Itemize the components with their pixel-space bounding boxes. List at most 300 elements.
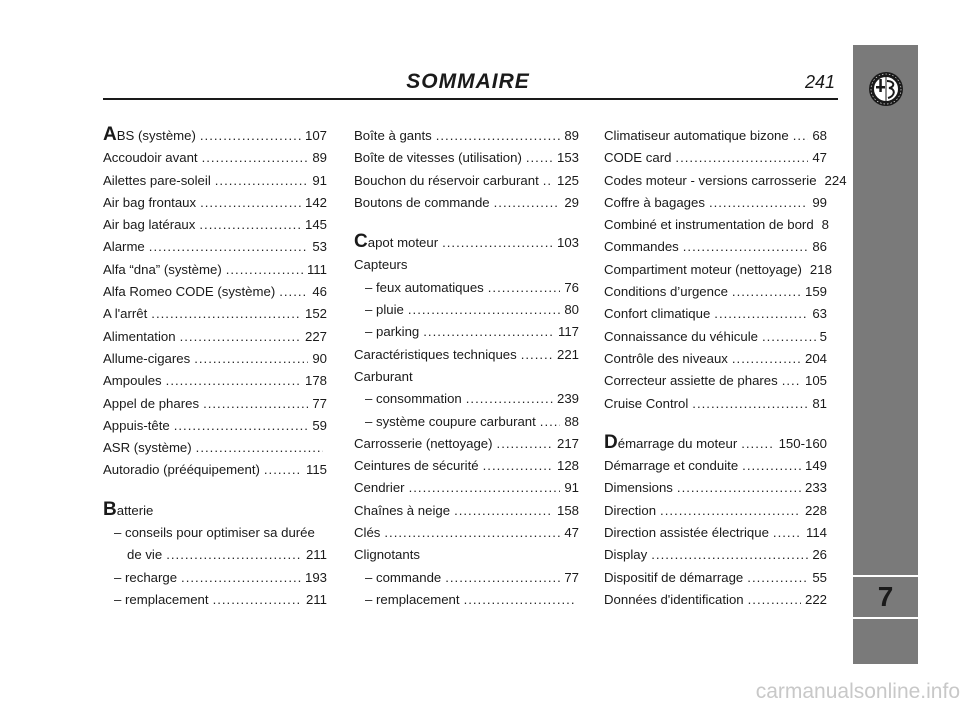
index-entry[interactable] — [604, 281, 827, 303]
index-entry-page: 86 — [812, 239, 827, 255]
page-title: SOMMAIRE — [406, 70, 530, 93]
index-entry-label — [103, 437, 192, 459]
index-entry[interactable] — [354, 477, 579, 499]
index-entry-page: 5 — [819, 328, 827, 344]
alfa-romeo-logo-icon — [868, 71, 904, 107]
index-entry[interactable] — [354, 522, 579, 544]
index-entry[interactable] — [103, 214, 327, 236]
index-entry-label — [604, 544, 647, 566]
section-initial: B — [103, 498, 117, 520]
dot-leader — [409, 477, 561, 499]
dot-leader — [660, 500, 801, 522]
index-entry-page: 81 — [812, 395, 827, 411]
index-entry[interactable] — [354, 433, 579, 455]
index-entry-label — [354, 544, 420, 566]
index-entry[interactable] — [103, 459, 327, 481]
index-entry-text: Ailettes pare-soleil — [103, 172, 211, 188]
index-entry-label — [354, 170, 539, 192]
index-entry-page: 145 — [304, 217, 327, 233]
index-entry-text: Boîte à gants — [354, 128, 432, 143]
index-entry-text: Codes moteur - versions carrosserie — [604, 172, 817, 188]
chapter-sidebar — [853, 45, 918, 664]
dot-leader — [793, 125, 809, 147]
index-entry-text: Cruise Control — [604, 395, 689, 411]
index-entry-label — [103, 303, 147, 325]
index-entry-page: 114 — [805, 525, 827, 541]
sidebar-divider — [853, 617, 918, 619]
index-entry-text: – commande — [365, 569, 442, 585]
index-entry-page: 158 — [556, 502, 579, 518]
index-entry-label — [604, 170, 817, 192]
dot-leader — [174, 415, 309, 437]
dot-leader — [709, 192, 808, 214]
index-entry-page: 47 — [812, 150, 827, 166]
dot-leader — [683, 236, 809, 258]
index-entry-label — [354, 192, 490, 214]
dot-leader — [166, 544, 302, 566]
index-entry[interactable] — [103, 437, 327, 459]
index-entry[interactable] — [354, 411, 579, 433]
index-entry-label — [604, 433, 737, 455]
index-entry[interactable] — [604, 370, 827, 392]
index-entry-text: – consommation — [365, 391, 462, 407]
index-entry[interactable] — [103, 567, 327, 589]
index-entry[interactable] — [604, 455, 827, 477]
dot-leader — [200, 125, 301, 147]
index-entry-text: Ampoules — [103, 373, 162, 389]
index-entry[interactable] — [103, 544, 327, 566]
dot-leader — [199, 214, 301, 236]
index-entry-page: 91 — [312, 172, 327, 188]
dot-leader — [543, 170, 553, 192]
index-entry-text: Combiné et instrumentation de bord — [604, 217, 814, 233]
index-entry[interactable] — [604, 236, 827, 258]
index-entry-page: 77 — [312, 395, 327, 411]
index-entry-label — [103, 370, 162, 392]
index-entry-label — [604, 477, 673, 499]
index-entry-page: 239 — [556, 391, 579, 407]
index-entry-page: 47 — [564, 525, 579, 541]
index-entry-page: 228 — [804, 502, 827, 518]
page-number: 241 — [804, 72, 835, 92]
dot-leader — [464, 589, 575, 611]
index-entry-label — [604, 259, 802, 281]
index-entry-page: 77 — [564, 569, 579, 585]
dot-leader — [742, 455, 801, 477]
index-entry[interactable] — [604, 393, 827, 415]
index-entry-text: – remplacement — [365, 591, 460, 607]
index-entry-text: émarrage du moteur — [617, 435, 738, 451]
index-entry[interactable] — [103, 370, 327, 392]
index-entry[interactable] — [604, 147, 827, 169]
index-entry-text: Alfa “dna” (système) — [103, 261, 222, 277]
dot-leader — [215, 170, 309, 192]
index-entry-page: 150-160 — [778, 435, 827, 451]
index-entry-text: Démarrage et conduite — [604, 458, 739, 474]
index-entry-text: Air bag frontaux — [103, 194, 197, 210]
index-entry-label — [604, 500, 656, 522]
index-entry-label — [354, 433, 493, 455]
dot-leader — [521, 344, 553, 366]
index-entry-text: Caractéristiques techniques — [354, 346, 517, 362]
dot-leader — [540, 411, 561, 433]
index-entry-text: – système coupure carburant — [365, 413, 536, 429]
index-entry[interactable] — [354, 277, 579, 299]
index-entry-label — [103, 125, 196, 147]
index-entry-page: 107 — [304, 128, 327, 143]
index-entry-label — [604, 281, 728, 303]
index-entry-text: Cendrier — [354, 480, 405, 496]
index-entry-label — [103, 192, 196, 214]
index-entry-label — [103, 259, 222, 281]
index-entry[interactable] — [354, 170, 579, 192]
index-entry-label — [604, 326, 758, 348]
dot-leader — [442, 232, 553, 254]
index-entry[interactable] — [103, 170, 327, 192]
index-entry-label — [354, 254, 408, 276]
index-entry-text: Climatiseur automatique bizone — [604, 128, 789, 143]
index-entry[interactable] — [103, 281, 327, 303]
index-entry-text: Boîte de vitesses (utilisation) — [354, 150, 522, 166]
index-entry[interactable] — [604, 544, 827, 566]
index-entry[interactable] — [354, 544, 579, 566]
index-entry-text: – parking — [365, 324, 420, 340]
index-entry-text: atterie — [116, 502, 154, 518]
dot-leader — [181, 567, 301, 589]
index-entry-page: 227 — [304, 328, 327, 344]
index-entry[interactable] — [103, 348, 327, 370]
index-entry-label — [103, 393, 199, 415]
dot-leader — [677, 477, 801, 499]
index-entry-label — [604, 236, 679, 258]
index-entry[interactable] — [103, 393, 327, 415]
index-entry-page: 221 — [556, 346, 579, 362]
index-entry-label — [365, 299, 404, 321]
index-entry-label — [365, 567, 441, 589]
index-entry-page: 63 — [812, 306, 827, 322]
index-entry[interactable] — [354, 589, 579, 611]
index-entry[interactable] — [354, 147, 579, 169]
index-entry[interactable] — [604, 500, 827, 522]
index-entry[interactable] — [354, 567, 579, 589]
dot-leader — [526, 147, 553, 169]
dot-leader — [445, 567, 560, 589]
index-entry-label — [604, 214, 814, 236]
index-entry-page: 178 — [304, 373, 327, 389]
section-spacer — [604, 415, 827, 433]
index-entry-label — [127, 544, 162, 566]
index-entry-label — [604, 522, 769, 544]
index-entry-text: Appuis-tête — [103, 417, 170, 433]
index-entry-label — [604, 147, 671, 169]
index-entry-label — [354, 232, 438, 254]
header-rule — [103, 98, 838, 100]
index-entry-page: 211 — [305, 591, 327, 607]
index-entry-page: 159 — [804, 284, 827, 300]
index-entry[interactable] — [604, 326, 827, 348]
dot-leader — [732, 348, 801, 370]
index-entry[interactable] — [604, 433, 827, 455]
index-entry-page: 152 — [304, 306, 327, 322]
index-entry-page: 89 — [564, 128, 579, 143]
index-entry[interactable] — [604, 192, 827, 214]
index-entry-label — [365, 388, 462, 410]
section-initial: C — [354, 231, 368, 253]
index-entry-text: – pluie — [365, 302, 404, 318]
index-entry-label — [354, 366, 413, 388]
section-spacer — [354, 214, 579, 232]
index-entry-page: 90 — [312, 350, 327, 366]
index-entry[interactable] — [604, 125, 827, 147]
index-entry[interactable] — [103, 589, 327, 611]
index-entry-text: Chaînes à neige — [354, 502, 451, 518]
index-entry-page: 46 — [312, 284, 327, 300]
index-entry-text: Autoradio (prééquipement) — [103, 462, 260, 478]
index-entry[interactable] — [354, 366, 579, 388]
index-entry[interactable] — [354, 125, 579, 147]
index-entry-text: Air bag latéraux — [103, 217, 196, 233]
index-entry-text: – remplacement — [114, 591, 209, 607]
index-entry-page: 117 — [557, 324, 579, 340]
index-entry-text: CODE card — [604, 150, 672, 166]
index-entry-text: Boutons de commande — [354, 194, 490, 210]
index-entry[interactable] — [103, 259, 327, 281]
index-column-1 — [103, 125, 327, 611]
index-entry[interactable] — [354, 254, 579, 276]
dot-leader — [748, 589, 801, 611]
index-entry-text: Ceintures de sécurité — [354, 458, 479, 474]
index-entry-page: 224 — [824, 172, 847, 188]
index-entry[interactable] — [354, 344, 579, 366]
dot-leader — [651, 544, 808, 566]
index-entry-text: Carrosserie (nettoyage) — [354, 435, 493, 451]
index-entry-text: Direction — [604, 502, 657, 518]
dot-leader — [497, 433, 553, 455]
index-entry-text: Clés — [354, 525, 381, 541]
index-entry[interactable] — [604, 477, 827, 499]
index-entry-page: 59 — [312, 417, 327, 433]
index-entry-text: Alarme — [103, 239, 145, 255]
index-entry-text: Bouchon du réservoir carburant — [354, 172, 539, 188]
dot-leader — [194, 348, 308, 370]
index-entry-page: 233 — [804, 480, 827, 496]
index-entry[interactable] — [103, 303, 327, 325]
index-entry-label — [103, 459, 260, 481]
index-entry-text: Compartiment moteur (nettoyage) — [604, 261, 802, 277]
index-entry[interactable] — [604, 170, 847, 192]
index-entry-page: 193 — [304, 569, 327, 585]
index-entry-page: 204 — [804, 350, 827, 366]
section-spacer — [103, 482, 327, 500]
index-entry[interactable] — [604, 259, 832, 281]
index-entry[interactable] — [103, 125, 327, 147]
index-entry-page: 53 — [312, 239, 327, 255]
index-entry-text: Connaissance du véhicule — [604, 328, 758, 344]
dot-leader — [166, 370, 301, 392]
index-entry-label — [604, 303, 710, 325]
index-entry[interactable] — [103, 522, 327, 544]
index-entry-page: 105 — [804, 373, 827, 389]
dot-leader — [747, 567, 808, 589]
index-entry-label — [604, 393, 688, 415]
index-entry-text: Dimensions — [604, 480, 673, 496]
index-entry-page: 111 — [306, 261, 327, 277]
index-entry-label — [354, 147, 522, 169]
dot-leader — [200, 192, 301, 214]
index-entry-page: 99 — [812, 194, 827, 210]
index-entry-text: Direction assistée électrique — [604, 525, 769, 541]
dot-leader — [226, 259, 303, 281]
index-entry-label — [354, 500, 450, 522]
index-entry-label — [604, 589, 744, 611]
dot-leader — [714, 303, 808, 325]
index-entry[interactable] — [604, 348, 827, 370]
index-entry-text: Capteurs — [354, 257, 408, 273]
index-entry-page: 89 — [312, 150, 327, 166]
index-entry-text: de vie — [127, 547, 163, 563]
index-entry-page: 217 — [556, 435, 579, 451]
dot-leader — [423, 321, 554, 343]
index-entry[interactable] — [354, 299, 579, 321]
index-entry-page: 222 — [804, 591, 827, 607]
index-entry-text: Carburant — [354, 368, 413, 384]
index-entry-text: Display — [604, 547, 648, 563]
dot-leader — [454, 500, 553, 522]
index-entry-page: 211 — [305, 547, 327, 563]
dot-leader — [279, 281, 308, 303]
index-entry[interactable] — [354, 232, 579, 254]
index-entry-label — [354, 522, 380, 544]
index-entry[interactable] — [354, 388, 579, 410]
index-entry-label — [103, 415, 170, 437]
index-entry-text: – conseils pour optimiser sa durée — [114, 525, 315, 541]
section-initial: D — [604, 431, 618, 453]
index-entry-page: 68 — [812, 128, 827, 143]
index-entry[interactable] — [103, 236, 327, 258]
section-initial: A — [103, 124, 117, 145]
dot-leader — [466, 388, 553, 410]
index-entry-label — [103, 236, 145, 258]
index-entry-label — [604, 370, 778, 392]
index-entry[interactable] — [103, 326, 327, 348]
index-entry-label — [354, 477, 405, 499]
index-entry-label — [365, 589, 460, 611]
dot-leader — [488, 277, 561, 299]
index-entry[interactable] — [354, 192, 579, 214]
index-entry-page: 8 — [821, 217, 829, 233]
chapter-tab-number[interactable]: 7 — [877, 581, 894, 612]
index-entry[interactable] — [604, 303, 827, 325]
index-entry[interactable] — [354, 321, 579, 343]
index-entry-text: Contrôle des niveaux — [604, 350, 728, 366]
index-entry-text: Appel de phares — [103, 395, 200, 411]
index-entry-text: Accoudoir avant — [103, 150, 198, 166]
index-entry-label — [604, 348, 728, 370]
dot-leader — [213, 589, 302, 611]
dot-leader — [180, 326, 301, 348]
index-entry-text: – recharge — [114, 569, 178, 585]
index-entry[interactable] — [354, 500, 579, 522]
watermark-text: carmanualsonline.info — [755, 680, 960, 703]
index-entry-label — [114, 589, 209, 611]
dot-leader — [675, 147, 808, 169]
dot-leader — [762, 326, 816, 348]
index-entry-text: BS (système) — [116, 128, 196, 143]
index-entry[interactable] — [103, 192, 327, 214]
index-entry-page: 80 — [564, 302, 579, 318]
index-entry-page: 149 — [804, 458, 827, 474]
index-entry-text: Allume-cigares — [103, 350, 191, 366]
index-entry-text: Données d'identification — [604, 591, 744, 607]
index-entry-text: Alimentation — [103, 328, 176, 344]
index-entry-label — [103, 147, 198, 169]
index-entry[interactable] — [604, 214, 827, 236]
dot-leader — [202, 147, 309, 169]
index-entry-text: A l'arrêt — [103, 306, 148, 322]
index-entry[interactable] — [103, 500, 327, 522]
index-entry[interactable] — [103, 147, 327, 169]
index-entry-page: 128 — [556, 458, 579, 474]
index-column-3 — [604, 125, 847, 611]
dot-leader — [773, 522, 802, 544]
index-entry-label — [103, 214, 195, 236]
index-entry-text: Alfa Romeo CODE (système) — [103, 284, 276, 300]
index-entry-page: 218 — [809, 261, 832, 277]
index-entry-label — [365, 277, 484, 299]
index-entry-label — [604, 192, 705, 214]
index-entry[interactable] — [604, 522, 827, 544]
index-entry-label — [604, 455, 738, 477]
index-entry[interactable] — [354, 455, 579, 477]
index-entry-text: Commandes — [604, 239, 679, 255]
index-entry-page: 26 — [812, 547, 827, 563]
index-entry-label — [354, 125, 432, 147]
index-entry-page: 125 — [556, 172, 579, 188]
index-entry-text: Correcteur assiette de phares — [604, 373, 778, 389]
dot-leader — [264, 459, 302, 481]
index-entry-label — [365, 321, 419, 343]
dot-leader — [196, 437, 323, 459]
index-entry-label — [103, 326, 176, 348]
index-entry-text: apot moteur — [367, 235, 439, 251]
dot-leader — [151, 303, 301, 325]
index-entry-label — [354, 455, 479, 477]
dot-leader — [203, 393, 308, 415]
index-entry-label — [103, 281, 275, 303]
index-entry[interactable] — [103, 415, 327, 437]
index-column-2 — [354, 125, 579, 611]
dot-leader — [692, 393, 808, 415]
dot-leader — [732, 281, 801, 303]
dot-leader — [494, 192, 561, 214]
index-entry[interactable] — [604, 589, 827, 611]
index-entry-page: 103 — [556, 235, 579, 251]
index-entry-text: – feux automatiques — [365, 279, 484, 295]
index-entry-label — [604, 125, 789, 147]
index-entry-page: 142 — [304, 194, 327, 210]
index-entry-text: Conditions d’urgence — [604, 284, 728, 300]
index-entry-label — [365, 411, 536, 433]
dot-leader — [436, 125, 561, 147]
index-entry[interactable] — [604, 567, 827, 589]
index-entry-page: 29 — [564, 194, 579, 210]
index-entry-page: 55 — [812, 569, 827, 585]
index-entry-text: Dispositif de démarrage — [604, 569, 744, 585]
index-entry-label — [114, 567, 177, 589]
index-entry-page: 76 — [564, 279, 579, 295]
index-entry-text: Clignotants — [354, 547, 420, 563]
dot-leader — [384, 522, 560, 544]
